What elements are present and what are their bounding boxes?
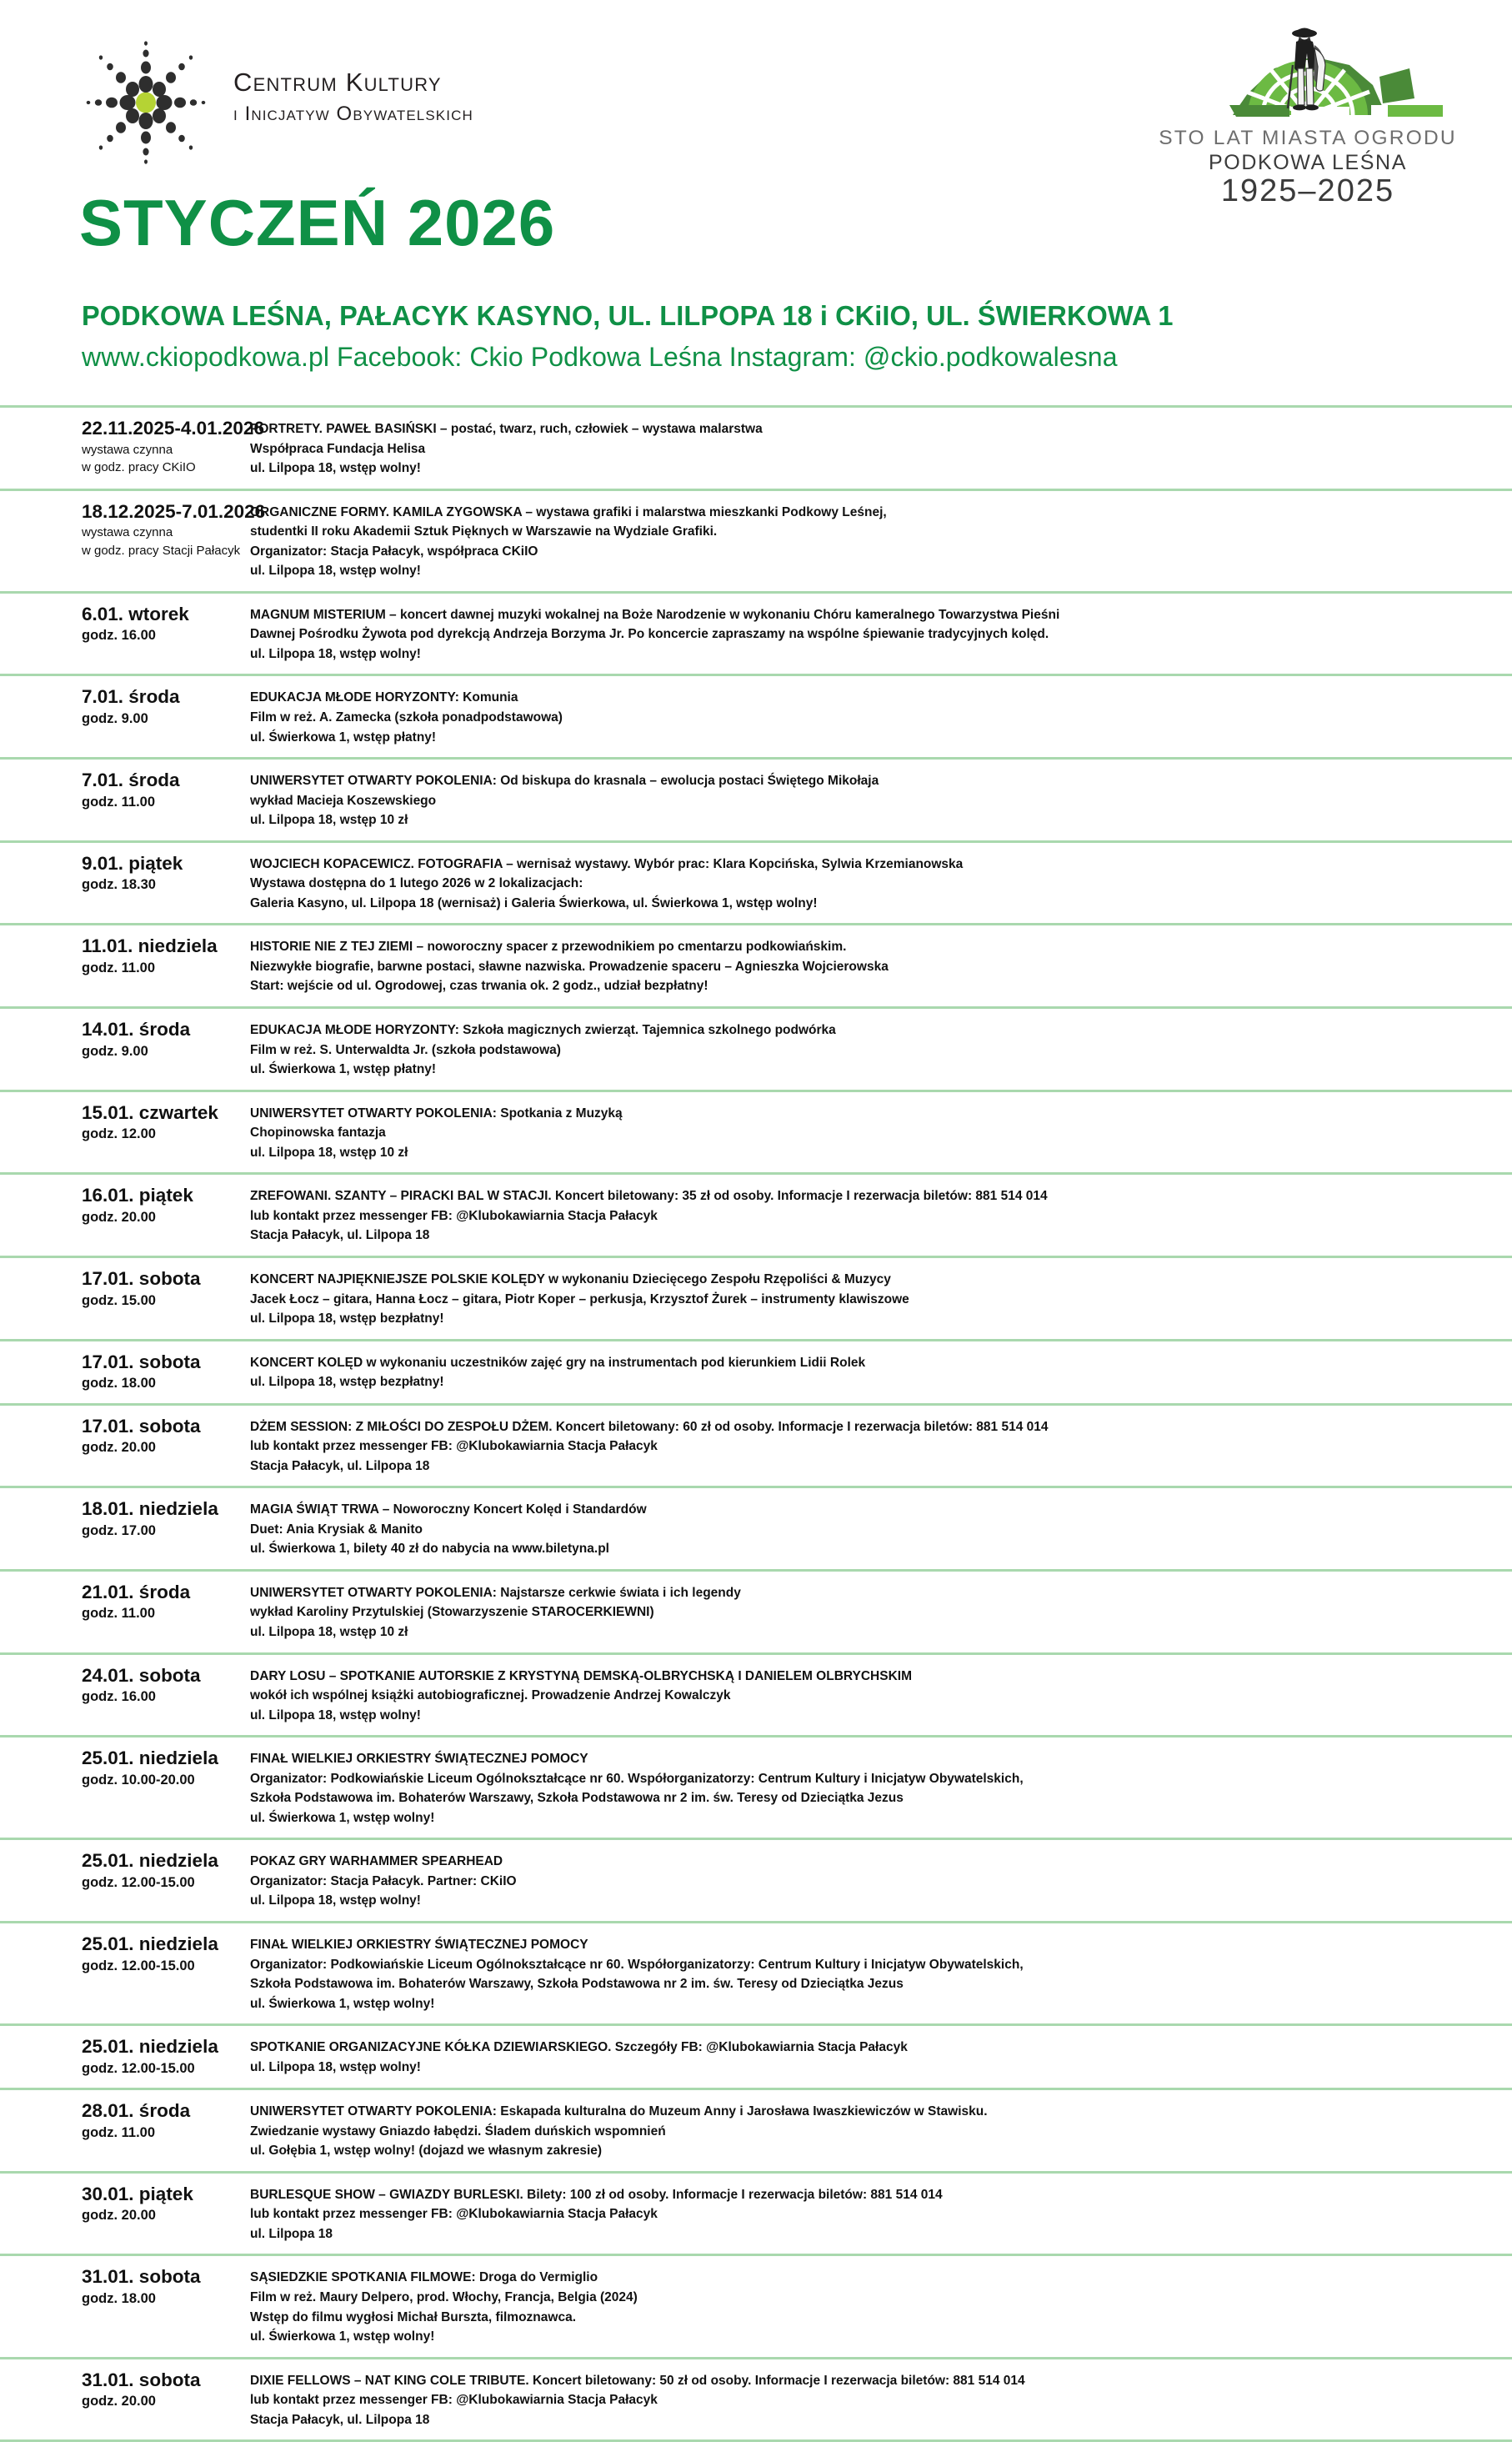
event-description-line: ZREFOWANI. SZANTY – PIRACKI BAL W STACJI. Koncert biletowany: 35 zł od osoby. Informacje I rezerwacja biletów: 881 514 014 [250,1189,1048,1204]
event-description-line: Wystawa dostępna do 1 lutego 2026 w 2 lokalizacjach: [250,876,583,891]
event-description-cell [175,1850,1512,1911]
event-description-line: ul. Świerkowa 1, wstęp płatny! [250,1062,437,1077]
event-row [0,2088,1512,2171]
event-time: godz. 20.00 [82,1209,156,1225]
event-date: 17.01. sobota [82,1267,201,1289]
event-description-line: UNIWERSYTET OTWARTY POKOLENIA: Eskapada kulturalna do Muzeum Anny i Jarosława Iwaszkiewiczów w Stawisku. [250,2104,988,2119]
event-row [0,1735,1512,1838]
event-description-line: lub kontakt przez messenger FB: @Klubokawiarnia Stacja Pałacyk [250,2207,658,2222]
event-description-cell [175,501,1512,581]
event-time: godz. 17.00 [82,1522,156,1538]
event-time: godz. 20.00 [82,2208,156,2224]
event-description-line: ul. Lilpopa 18, wstęp 10 zł [250,1145,408,1160]
event-row [0,591,1512,674]
event-description-line: WOJCIECH KOPACEWICZ. FOTOGRAFIA – wernisaż wystawy. Wybór prac: Klara Kopcińska, Sylwia Krzemianowska [250,856,964,871]
event-date-cell [0,1019,191,1061]
ckio-logo [83,40,617,173]
event-description-line: ul. Świerkowa 1, wstęp wolny! [250,2329,435,2344]
event-date: 7.01. środa [82,686,180,708]
event-time: godz. 9.00 [82,711,148,727]
event-time: wystawa czynna [82,525,173,540]
event-row [0,2171,1512,2254]
event-date-cell [0,1101,218,1144]
event-description-cell [175,1582,1512,1642]
event-description-line: Stacja Pałacyk, ul. Lilpopa 18 [250,1228,430,1243]
event-row [0,1172,1512,1256]
event-time: godz. 12.00-15.00 [82,1874,195,1890]
event-time: godz. 11.00 [82,794,156,810]
event-time: godz. 18.30 [82,877,156,893]
event-description-line: EDUKACJA MŁODE HORYZONTY: Komunia [250,690,518,705]
event-description-line: Organizator: Podkowiańskie Liceum Ogólnokształcące nr 60. Współorganizatorzy: Centrum Kultury i Inicjatyw Obywatelskich, [250,1957,1024,1972]
event-description-line: DŻEM SESSION: Z MIŁOŚCI DO ZESPOŁU DŻEM. Koncert biletowany: 60 zł od osoby. Informacje I rezerwacja biletów: 881 514 014 [250,1419,1049,1434]
event-description-cell [175,1416,1512,1477]
event-date-cell [0,1267,201,1310]
event-row [0,2023,1512,2088]
event-date-cell [0,770,180,811]
event-description-line: ul. Lilpopa 18, wstęp bezpłatny! [250,1311,444,1326]
event-description-cell [175,418,1512,479]
event-description-line: Organizator: Stacja Pałacyk, współpraca CKiIO [250,544,538,559]
event-description-line: Organizator: Stacja Pałacyk. Partner: CKiIO [250,1873,517,1888]
strolling-man-garden-city-icon [1149,25,1466,127]
starburst-dots-icon [83,40,208,165]
event-description-line: SĄSIEDZKIE SPOTKANIA FILMOWE: Droga do Vermiglio [250,2270,598,2285]
event-date-cell [0,1185,193,1226]
event-description-line: ul. Lilpopa 18, wstęp wolny! [250,1893,421,1908]
event-description-line: Galeria Kasyno, ul. Lilpopa 18 (wernisaż) i Galeria Świerkowa, ul. Świerkowa 1, wstęp wolny! [250,895,818,910]
event-row [0,757,1512,840]
event-date: 18.12.2025-7.01.2026 [82,500,266,522]
event-description-cell [175,1498,1512,1559]
event-date-cell [0,2369,201,2411]
event-date: 25.01. niedziela [82,1748,218,1769]
event-description-line: Szkoła Podstawowa im. Bohaterów Warszawy, Szkoła Podstawowa nr 2 im. św. Teresy od Dzieciątka Jezus [250,1977,904,1992]
event-description-cell [175,853,1512,914]
event-date-cell [0,500,266,559]
event-row [0,2254,1512,2356]
event-date-cell [0,1664,201,1707]
event-row [0,674,1512,757]
event-date: 16.01. piątek [82,1185,193,1206]
page-title: STYCZEŃ 2026 [79,186,556,259]
event-description-line: POKAZ GRY WARHAMMER SPEARHEAD [250,1854,503,1869]
event-date: 31.01. sobota [82,2369,201,2390]
event-description-line: lub kontakt przez messenger FB: @Klubokawiarnia Stacja Pałacyk [250,1208,658,1223]
event-date-cell [0,603,189,645]
event-date: 18.01. niedziela [82,1498,218,1520]
event-date-cell [0,1415,201,1457]
anniversary-line2: PODKOWA LEŚNA [1209,150,1407,174]
event-description-line: MAGIA ŚWIĄT TRWA – Noworoczny Koncert Kolęd i Standardów [250,1502,647,1517]
event-date: 25.01. niedziela [82,2036,218,2058]
event-date-cell [0,2100,191,2142]
event-row [0,1090,1512,1173]
event-row [0,1339,1512,1403]
event-description-line: lub kontakt przez messenger FB: @Klubokawiarnia Stacja Pałacyk [250,1439,658,1454]
event-description-line: FINAŁ WIELKIEJ ORKIESTRY ŚWIĄTECZNEJ POMOCY [250,1752,588,1767]
event-description-cell [175,1185,1512,1246]
event-description-line: ul. Lilpopa 18, wstęp bezpłatny! [250,1375,444,1390]
event-time: godz. 11.00 [82,2124,156,2140]
event-description-line: MAGNUM MISTERIUM – koncert dawnej muzyki wokalnej na Boże Narodzenie w wykonaniu Chóru kameralnego Towarzystwa Pieśni [250,607,1060,622]
event-description-line: ul. Lilpopa 18, wstęp wolny! [250,2059,421,2074]
ckio-logo-line2: i Inicjatyw Obywatelskich [233,102,473,125]
event-description-line: UNIWERSYTET OTWARTY POKOLENIA: Najstarsze cerkwie świata i ich legendy [250,1585,741,1600]
event-description-line: ul. Świerkowa 1, wstęp płatny! [250,730,437,745]
event-row [0,1006,1512,1090]
event-description-line: Szkoła Podstawowa im. Bohaterów Warszawy, Szkoła Podstawowa nr 2 im. św. Teresy od Dzieciątka Jezus [250,1791,904,1806]
event-row [0,840,1512,924]
event-date-cell [0,1351,201,1393]
event-row [0,2357,1512,2442]
event-time: godz. 15.00 [82,1292,156,1308]
event-description-line: Film w reż. S. Unterwaldta Jr. (szkoła podstawowa) [250,1042,561,1057]
event-time: godz. 9.00 [82,1043,148,1059]
event-description-cell [175,1665,1512,1726]
event-date-cell [0,1850,218,1892]
event-description-line: ul. Lilpopa 18, wstęp wolny! [250,1707,421,1722]
event-date: 25.01. niedziela [82,1933,218,1954]
event-time: godz. 16.00 [82,628,156,644]
event-description-line: wykład Karoliny Przytulskiej (Stowarzyszenie STAROCERKIEWNI) [250,1605,654,1620]
event-hours-note: w godz. pracy Stacji Pałacyk [82,543,241,558]
event-date: 6.01. wtorek [82,603,189,624]
event-description-line: lub kontakt przez messenger FB: @Klubokawiarnia Stacja Pałacyk [250,2393,658,2408]
event-date-cell [0,1581,191,1623]
ckio-logo-text [233,68,473,125]
event-row [0,1486,1512,1569]
event-description-line: Stacja Pałacyk, ul. Lilpopa 18 [250,2412,430,2427]
event-description-line: KONCERT NAJPIĘKNIEJSZE POLSKIE KOLĘDY w wykonaniu Dziecięcego Zespołu Rzępoliści & Muzycy [250,1271,891,1286]
event-description-line: ul. Świerkowa 1, wstęp wolny! [250,1810,435,1825]
event-description-line: Film w reż. Maury Delpero, prod. Włochy, Francja, Belgia (2024) [250,2289,638,2304]
event-description-cell [175,1268,1512,1329]
event-date: 24.01. sobota [82,1664,201,1686]
event-row [0,489,1512,591]
event-date-cell [0,418,264,476]
event-date: 15.01. czwartek [82,1101,218,1123]
event-description-line: Współpraca Fundacja Helisa [250,441,426,456]
event-description-line: Start: wejście od ul. Ogrodowej, czas trwania ok. 2 godz., udział bezpłatny! [250,979,708,994]
event-description-cell [175,1933,1512,2013]
event-time: godz. 11.00 [82,1606,156,1622]
event-description-cell [175,604,1512,664]
event-row [0,923,1512,1006]
event-time: godz. 12.00 [82,1126,156,1142]
event-date-cell [0,2183,193,2225]
event-description-line: wykład Macieja Koszewskiego [250,793,437,808]
event-description-line: Chopinowska fantazja [250,1126,386,1141]
ckio-logo-line1: Centrum Kultury [233,68,442,97]
event-row [0,1921,1512,2023]
event-description-line: KONCERT KOLĘD w wykonaniu uczestników zajęć gry na instrumentach pod kierunkiem Lidii Rolek [250,1355,866,1370]
event-description-line: ul. Lilpopa 18 [250,2226,333,2241]
event-row [0,1256,1512,1339]
event-row [0,405,1512,489]
event-time: godz. 12.00-15.00 [82,2060,195,2076]
event-description-line: Dawnej Pośrodku Żywota pod dyrekcją Andrzeja Borzyma Jr. Po koncercie zapraszamy na wspólne śpiewanie tradycyjnych kolęd. [250,627,1049,642]
event-description-line: ul. Świerkowa 1, wstęp wolny! [250,1996,435,2011]
event-date-cell [0,1498,218,1540]
event-row [0,1838,1512,1921]
anniversary-logo [1149,25,1466,209]
event-description-line: ul. Lilpopa 18, wstęp wolny! [250,646,421,661]
event-description-line: BURLESQUE SHOW – GWIAZDY BURLESKI. Bilety: 100 zł od osoby. Informacje I rezerwacja biletów: 881 514 014 [250,2187,943,2202]
event-time: godz. 11.00 [82,960,156,975]
event-description-cell [175,686,1512,747]
venue-subtitle: PODKOWA LEŚNA, PAŁACYK KASYNO, UL. LILPOPA 18 i CKiIO, UL. ŚWIERKOWA 1 [82,300,1174,331]
event-date-cell [0,1933,218,1975]
event-description-line: Stacja Pałacyk, ul. Lilpopa 18 [250,1458,430,1473]
event-time: godz. 10.00-20.00 [82,1772,195,1788]
event-description-line: studentki II roku Akademii Sztuk Pięknych w Warszawie na Wydziale Grafiki. [250,524,718,539]
event-date: 9.01. piątek [82,852,183,874]
event-description-line: Wstęp do filmu wygłosi Michał Burszta, filmoznawca. [250,2309,576,2324]
event-description-line: UNIWERSYTET OTWARTY POKOLENIA: Od biskupa do krasnala – ewolucja postaci Świętego Mikołaja [250,774,879,789]
event-description-line: ul. Lilpopa 18, wstęp 10 zł [250,813,408,828]
event-description-line: EDUKACJA MŁODE HORYZONTY: Szkoła magicznych zwierząt. Tajemnica szkolnego podwórka [250,1023,836,1038]
event-description-line: Film w reż. A. Zamecka (szkoła ponadpodstawowa) [250,710,563,725]
event-date-cell [0,935,218,977]
event-time: godz. 20.00 [82,1440,156,1456]
event-row [0,1569,1512,1652]
event-time: godz. 16.00 [82,1689,156,1705]
event-description-line: wokół ich wspólnej książki autobiograficznej. Prowadzenie Andrzej Kowalczyk [250,1688,731,1703]
event-date: 14.01. środa [82,1019,191,1040]
event-description-line: DARY LOSU – SPOTKANIE AUTORSKIE Z KRYSTYNĄ DEMSKĄ-OLBRYCHSKĄ I DANIELEM OLBRYCHSKIM [250,1668,912,1683]
event-date: 28.01. środa [82,2100,191,2122]
event-description-cell [175,2100,1512,2161]
event-date: 17.01. sobota [82,1415,201,1437]
event-description-cell [175,2184,1512,2244]
event-description-cell [175,2266,1512,2346]
event-description-line: Zwiedzanie wystawy Gniazdo łabędzi. Śladem duńskich wspomnień [250,2124,666,2139]
event-date-cell [0,2266,201,2308]
event-description-line: SPOTKANIE ORGANIZACYJNE KÓŁKA DZIEWIARSKIEGO. Szczegóły FB: @Klubokawiarnia Stacja Pałacyk [250,2040,908,2055]
event-time: godz. 18.00 [82,2290,156,2306]
event-time: godz. 20.00 [82,2394,156,2409]
event-description-cell [175,1748,1512,1828]
event-time: wystawa czynna [82,442,173,457]
event-row [0,1403,1512,1487]
event-date: 7.01. środa [82,770,180,791]
event-description-line: ul. Świerkowa 1, bilety 40 zł do nabycia na www.biletyna.pl [250,1542,609,1557]
event-description-line: ul. Lilpopa 18, wstęp 10 zł [250,1624,408,1639]
event-description-line: HISTORIE NIE Z TEJ ZIEMI – noworoczny spacer z przewodnikiem po cmentarzu podkowiańskim. [250,940,847,955]
event-description-line: ul. Lilpopa 18, wstęp wolny! [250,461,421,476]
event-description-line: Organizator: Podkowiańskie Liceum Ogólnokształcące nr 60. Współorganizatorzy: Centrum Kultury i Inicjatyw Obywatelskich, [250,1771,1024,1786]
event-description-line: Duet: Ania Krysiak & Manito [250,1522,423,1537]
event-description-line: Jacek Łocz – gitara, Hanna Łocz – gitara, Piotr Koper – perkusja, Krzysztof Żurek – instrumenty klawiszowe [250,1291,909,1306]
event-description-line: PORTRETY. PAWEŁ BASIŃSKI – postać, twarz, ruch, człowiek – wystawa malarstwa [250,422,763,436]
event-date-cell [0,686,180,728]
event-description-line: ul. Gołębia 1, wstęp wolny! (dojazd we własnym zakresie) [250,2144,603,2159]
event-description-line: FINAŁ WIELKIEJ ORKIESTRY ŚWIĄTECZNEJ POMOCY [250,1937,588,1952]
event-description-line: Niezwykłe biografie, barwne postaci, sławne nazwiska. Prowadzenie spaceru – Agnieszka Wojcierowska [250,959,889,974]
event-description-line: ORGANICZNE FORMY. KAMILA ZYGOWSKA – wystawa grafiki i malarstwa mieszkanki Podkowy Leśnej, [250,504,887,519]
event-row [0,1652,1512,1736]
event-time: godz. 12.00-15.00 [82,1958,195,1973]
event-date: 25.01. niedziela [82,1850,218,1872]
anniversary-years: 1925–2025 [1220,173,1395,209]
event-description-cell [175,2036,1512,2077]
event-description-line: UNIWERSYTET OTWARTY POKOLENIA: Spotkania z Muzyką [250,1106,623,1121]
anniversary-line1: STO LAT MIASTA OGRODU [1159,127,1457,149]
event-description-line: DIXIE FELLOWS – NAT KING COLE TRIBUTE. Koncert biletowany: 50 zł od osoby. Informacje I rezerwacja biletów: 881 514 014 [250,2373,1025,2388]
event-list [0,405,1512,2442]
event-description-line: ul. Lilpopa 18, wstęp wolny! [250,564,421,579]
poster-header [0,0,1512,392]
event-date-cell [0,1748,218,1789]
event-description-cell [175,1102,1512,1163]
event-date-cell [0,2036,218,2078]
event-date: 30.01. piątek [82,2183,193,2204]
event-hours-note: w godz. pracy CKiIO [82,460,196,475]
event-date: 17.01. sobota [82,1351,201,1372]
event-time: godz. 18.00 [82,1376,156,1391]
event-description-cell [175,1351,1512,1392]
event-description-cell [175,770,1512,830]
event-date: 31.01. sobota [82,2266,201,2288]
event-date: 11.01. niedziela [82,935,218,957]
event-date: 21.01. środa [82,1581,191,1602]
event-description-cell [175,2369,1512,2430]
contact-links: www.ckiopodkowa.pl Facebook: Ckio Podkowa Leśna Instagram: @ckio.podkowalesna [82,342,1118,372]
event-description-cell [175,1019,1512,1080]
event-description-cell [175,935,1512,996]
event-date: 22.11.2025-4.01.2026 [82,418,264,439]
event-date-cell [0,852,183,895]
